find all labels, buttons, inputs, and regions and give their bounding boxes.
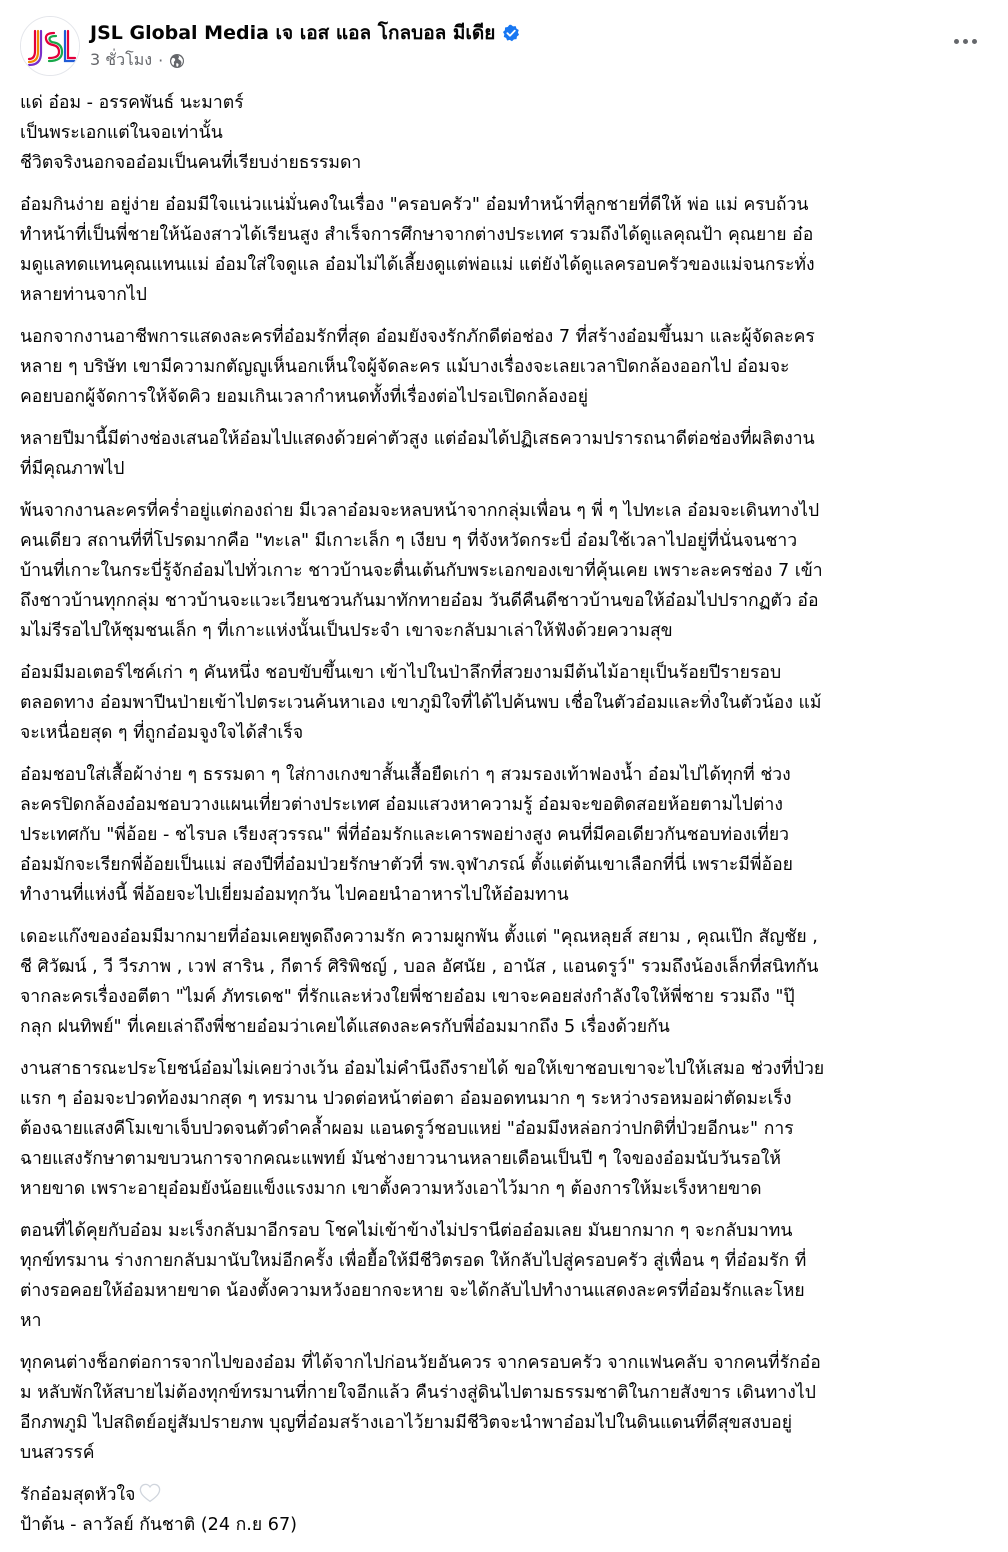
dot (972, 39, 977, 44)
post-paragraph (20, 322, 992, 412)
paragraph-line: จากละครเรื่องอตีตา "ไมค์ ภัทรเดช" ที่รักและห่วงใยพี่ชายอ๋อม เขาจะคอยส่งกำลังใจให้พี่ชาย รวมถึง "ปุ๊ (20, 987, 795, 1007)
paragraph-line: ทำหน้าที่เป็นพี่ชายให้น้องสาวได้เรียนสูง สำเร็จการศึกษาจากต่างประเทศ รวมถึงได้ดูแลคุณป้า คุณยาย อ๋อ (20, 225, 814, 245)
paragraph-line: หลาย ๆ บริษัท เขามีความกตัญญูเห็นอกเห็นใจผู้จัดละคร แม้บางเรื่องจะเลยเวลาปิดกล้องออกไป อ๋อมจะ (20, 357, 790, 377)
paragraph-line: อ๋อมกินง่าย อยู่ง่าย อ๋อมมีใจแน่วแน่มั่นคงในเรื่อง "ครอบครัว" อ๋อมทำหน้าที่ลูกชายที่ดีให้ พ่อ แม่ ครบถ้วน (20, 195, 809, 215)
paragraph-line: ม หลับพักให้สบายไม่ต้องทุกข์ทรมานที่กายใจอีกแล้ว คืนร่างสู่ดินไปตามธรรมชาติในกายสังขาร เดินทางไป (20, 1383, 816, 1403)
post-paragraphs (20, 88, 992, 1468)
paragraph-line: ละครปิดกล้องอ๋อมชอบวางแผนเที่ยวต่างประเทศ อ๋อมแสวงหาความรู้ อ๋อมจะขอติดสอยห้อยตามไปต่าง (20, 795, 783, 815)
white-heart-icon (139, 1483, 161, 1503)
paragraph-line: มไม่รีรอไปให้ชุมชนเล็ก ๆ ที่เกาะแห่งนั้นเป็นประจำ เขาจะกลับมาเล่าให้ฟังด้วยความสุข (20, 621, 673, 641)
paragraph-line: ตอนที่ได้คุยกับอ๋อม มะเร็งกลับมาอีกรอบ โชคไม่เข้าข้างไม่ปรานีต่ออ๋อมเลย มันยากมาก ๆ จะกลับมาทน (20, 1221, 793, 1241)
paragraph-line: งานสาธารณะประโยชน์อ๋อมไม่เคยว่างเว้น อ๋อมไม่คำนึงถึงรายได้ ขอให้เขาชอบเขาจะไปให้เสมอ ช่วงที่ป่วย (20, 1059, 825, 1079)
paragraph-line: จะเหนื่อยสุด ๆ ที่ถูกอ๋อมจูงใจได้สำเร็จ (20, 723, 304, 743)
post-meta (90, 48, 185, 73)
paragraph-line: ถึงชาวบ้านทุกกลุ่ม ชาวบ้านจะแวะเวียนชวนกันมาทักทายอ๋อม วันดีคืนดีชาวบ้านขอให้อ๋อมไปปรากฏตัว อ๋อ (20, 591, 819, 611)
paragraph-line: พ้นจากงานละครที่คร่ำอยู่แต่กองถ่าย มีเวลาอ๋อมจะหลบหน้าจากกลุ่มเพื่อน ๆ พี่ ๆ ไปทะเล อ๋อมจะเดินทางไป (20, 501, 820, 521)
paragraph-line: เป็นพระเอกแต่ในจอเท่านั้น (20, 123, 223, 143)
post-paragraph (20, 1216, 992, 1336)
paragraph-line: กลุก ฝนทิพย์" ที่เคยเล่าถึงพี่ชายอ๋อมว่าเคยได้แสดงละครกับพี่อ๋อมมากถึง 5 เรื่องด้วยกัน (20, 1017, 670, 1037)
paragraph-line: อ๋อมมีมอเตอร์ไซค์เก่า ๆ คันหนึ่ง ชอบขับขึ้นเขา เข้าไปในป่าลึกที่สวยงามมีต้นไม้อายุเป็นร้อยปีรายรอบ (20, 663, 782, 683)
closing-line-1 (20, 1480, 992, 1510)
post-paragraph (20, 88, 992, 178)
post-body (20, 88, 992, 1552)
verified-badge-icon (502, 24, 520, 42)
post-header (0, 0, 1008, 80)
paragraph-line: ต่างรอคอยให้อ๋อมหายขาด น้องตั้งความหวังอยากจะหาย จะได้กลับไปทำงานแสดงละครที่อ๋อมรักและโหย (20, 1281, 805, 1301)
paragraph-line: อ๋อมชอบใส่เสื้อผ้าง่าย ๆ ธรรมดา ๆ ใส่กางเกงขาสั้นเสื้อยืดเก่า ๆ สวมรองเท้าฟองน้ำ อ๋อมไปได้ทุกที่ ช่วง (20, 765, 791, 785)
meta-separator: · (158, 51, 164, 70)
post-paragraph (20, 658, 992, 748)
paragraph-line: ประเทศกับ "พี่อ้อย - ชไรบล เรียงสุวรรณ" พี่ที่อ๋อมรักและเคารพอย่างสูง คนที่มีคอเดียวกันชอบท่องเที่ยว (20, 825, 790, 845)
dot (954, 39, 959, 44)
paragraph-line: ชี ศิวัฒน์ , วี วีรภาพ , เวฟ สาริน , กีตาร์ ศิริพิชญ์ , บอล อัศนัย , อานัส , แอนดรูว์" รวมถึงน้องเล็กที่สนิทกัน (20, 957, 819, 977)
dot (963, 39, 968, 44)
paragraph-line: อีกภพภูมิ ไปสถิตย์อยู่สัมปรายภพ บุญที่อ๋อมสร้างเอาไว้ยามมีชีวิตจะนำพาอ๋อมไปในดินแดนที่ดีสุขสงบอยู่ (20, 1413, 793, 1433)
paragraph-line: ต้องฉายแสงคีโมเขาเจ็บปวดจนตัวดำคล้ำผอม แอนดรูว์ชอบแหย่ "อ๋อมมึงหล่อกว่าปกติที่ป่วยอีกนะ" การ (20, 1119, 794, 1139)
page-name[interactable]: JSL Global Media เจ เอส แอล โกลบอล มีเดีย (90, 22, 496, 44)
page-avatar[interactable] (20, 16, 80, 76)
paragraph-line: นอกจากงานอาชีพการแสดงละครที่อ๋อมรักที่สุด อ๋อมยังจงรักภักดีต่อช่อง 7 ที่สร้างอ๋อมขึ้นมา และผู้จัดละคร (20, 327, 815, 347)
globe-icon[interactable] (169, 53, 185, 69)
paragraph-line: หายขาด เพราะอายุอ๋อมยังน้อยแข็งแรงมาก เขาตั้งความหวังเอาไว้มาก ๆ ต้องการให้มะเร็งหายขาด (20, 1179, 762, 1199)
post-paragraph (20, 496, 992, 646)
paragraph-line: หลายปีมานี้มีต่างช่องเสนอให้อ๋อมไปแสดงด้วยค่าตัวสูง แต่อ๋อมได้ปฏิเสธความปรารถนาดีต่อช่องที่ผลิตงาน (20, 429, 815, 449)
paragraph-line: แรก ๆ อ๋อมจะปวดท้องมากสุด ๆ ทรมาน ปวดต่อหน้าต่อตา อ๋อมอดทนมาก ๆ ระหว่างรอหมอผ่าตัดมะเร็ง (20, 1089, 792, 1109)
post-paragraph (20, 424, 992, 484)
post-paragraph (20, 1054, 992, 1204)
paragraph-line: อ๋อมมักจะเรียกพี่อ้อยเป็นแม่ สองปีที่อ๋อมป่วยรักษาตัวที่ รพ.จุฬาภรณ์ ตั้งแต่ต้นเขาเลือกที่นี่ เพราะมีพี่อ้อย (20, 855, 793, 875)
closing-text: รักอ๋อมสุดหัวใจ (20, 1485, 136, 1505)
post-paragraph (20, 190, 992, 310)
paragraph-line: ทุกคนต่างช็อกต่อการจากไปของอ๋อม ที่ได้จากไปก่อนวัยอันควร จากครอบครัว จากแฟนคลับ จากคนที่รักอ๋อ (20, 1353, 821, 1373)
paragraph-line: ที่มีคุณภาพไป (20, 459, 125, 479)
paragraph-line: เดอะแก๊งของอ๋อมมีมากมายที่อ๋อมเคยพูดถึงความรัก ความผูกพัน ตั้งแต่ "คุณหลุยส์ สยาม , คุณเป๊ก สัญชัย , (20, 927, 818, 947)
paragraph-line: ตลอดทาง อ๋อมพาปีนป่ายเข้าไปตระเวนค้นหาเอง เขาภูมิใจที่ได้ไปค้นพบ เชื่อในตัวอ๋อมและทิ่งในตัวน้อง แม้ (20, 693, 822, 713)
paragraph-line: ชีวิตจริงนอกจออ๋อมเป็นคนที่เรียบง่ายธรรมดา (20, 153, 362, 173)
post-timestamp[interactable]: 3 ชั่วโมง (90, 50, 153, 69)
paragraph-line: คนเดียว สถานที่ที่โปรดมากคือ "ทะเล" มีเกาะเล็ก ๆ เงียบ ๆ ที่จังหวัดกระบี่ อ๋อมใช้เวลาไปอยู่ที่นั่นจนชาว (20, 531, 798, 551)
page-name-row (90, 18, 520, 48)
closing-line-2: ป้าต้น - ลาวัลย์ กันชาติ (24 ก.ย 67) (20, 1515, 298, 1535)
more-options-icon[interactable] (948, 26, 982, 56)
post-paragraph (20, 760, 992, 910)
paragraph-line: บนสวรรค์ (20, 1443, 95, 1463)
jsl-logo-icon (21, 17, 79, 75)
paragraph-line: หา (20, 1311, 42, 1331)
paragraph-line: ทุกข์ทรมาน ร่างกายกลับมานับใหม่อีกครั้ง เพื่อยื้อให้มีชีวิตรอด ให้กลับไปสู่ครอบครัว สู่เพื่อน ๆ ที่อ๋อมรัก ที่ (20, 1251, 807, 1271)
paragraph-line: มดูแลทดแทนคุณแทนแม่ อ๋อมใส่ใจดูแล อ๋อมไม่ได้เลี้ยงดูแต่พ่อแม่ แต่ยังได้ดูแลครอบครัวของแม่จนกระทั่ง (20, 255, 815, 275)
paragraph-line: คอยบอกผู้จัดการให้จัดคิว ยอมเกินเวลากำหนดทั้งที่เรื่องต่อไปรอเปิดกล้องอยู่ (20, 387, 589, 407)
paragraph-line: ฉายแสงรักษาตามขบวนการจากคณะแพทย์ มันช่างยาวนานหลายเดือนเป็นปี ๆ ใจของอ๋อมนับวันรอให้ (20, 1149, 781, 1169)
paragraph-line: หลายท่านจากไป (20, 285, 147, 305)
post-closing (20, 1480, 992, 1540)
post-paragraph (20, 922, 992, 1042)
paragraph-line: แด่ อ๋อม - อรรคพันธ์ นะมาตร์ (20, 93, 244, 113)
paragraph-line: บ้านที่เกาะในกระบี่รู้จักอ๋อมไปทั่วเกาะ ชาวบ้านจะตื่นเต้นกับพระเอกของเขาที่คุ้นเคย เพราะละครช่อง 7 เข้า (20, 561, 823, 581)
post-paragraph (20, 1348, 992, 1468)
paragraph-line: ทำงานที่แห่งนี้ พี่อ้อยจะไปเยี่ยมอ๋อมทุกวัน ไปคอยนำอาหารไปให้อ๋อมทาน (20, 885, 569, 905)
